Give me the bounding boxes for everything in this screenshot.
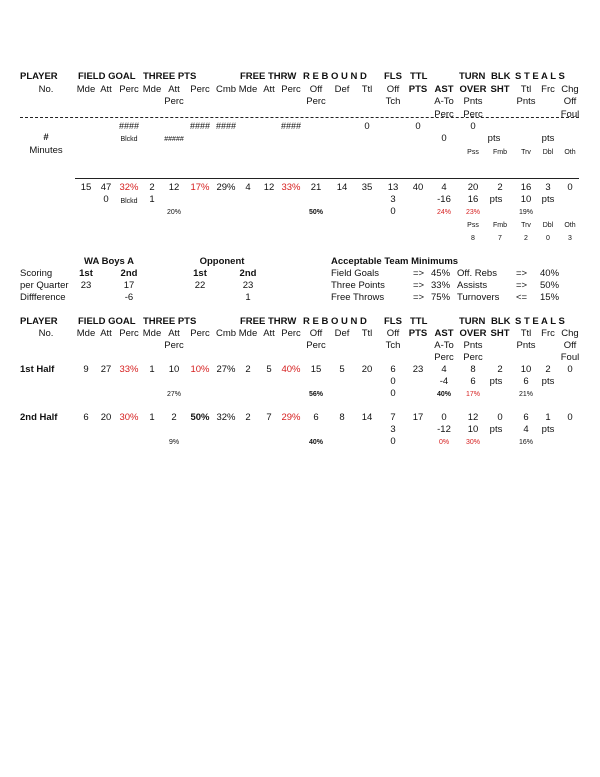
field-goal-heading: FIELD GOAL <box>78 316 136 327</box>
player-heading: PLAYER <box>20 71 58 82</box>
stat-cell: 0 <box>546 235 550 242</box>
ttl-label: Ttl <box>361 84 373 95</box>
arrow-symbol: <= <box>516 292 528 303</box>
turn-heading: TURN <box>459 316 486 327</box>
stat-cell: 4 <box>441 182 447 193</box>
pts-unit: pts <box>487 133 501 144</box>
perc-label: Perc <box>119 328 139 339</box>
stat-cell: 0 <box>567 412 573 423</box>
pts-unit: pts <box>541 194 555 205</box>
mde-label: Mde <box>76 84 96 95</box>
pts-unit: pts <box>541 424 555 435</box>
stat-cell: 10 <box>467 424 479 435</box>
opponent-difference: 1 <box>245 292 251 303</box>
off-label: Off <box>563 340 577 351</box>
free-thrw-heading: FREE THRW <box>240 71 297 82</box>
stat-cell: 12 <box>467 412 479 423</box>
minimum-value: 50% <box>540 280 560 291</box>
stat-cell: 33% <box>281 182 301 193</box>
stat-cell: 10 <box>520 194 532 205</box>
stat-cell: 6 <box>390 364 396 375</box>
mde-label: Mde <box>142 84 162 95</box>
opponent-q2-score: 23 <box>242 280 254 291</box>
stat-cell: 2 <box>545 364 551 375</box>
stat-cell: 10% <box>190 364 210 375</box>
stat-cell: 1 <box>149 364 155 375</box>
stat-cell: 23 <box>412 364 424 375</box>
stat-cell: 6 <box>470 376 476 387</box>
sht-label: SHT <box>490 328 510 339</box>
perc-label: Perc <box>306 96 326 107</box>
stat-cell: 8 <box>471 235 475 242</box>
perc-label: Perc <box>306 340 326 351</box>
oth-label: Oth <box>564 222 576 229</box>
blk-heading: BLK <box>491 71 511 82</box>
stat-cell: 7 <box>266 412 272 423</box>
minimum-label: Assists <box>457 280 488 291</box>
player-heading: PLAYER <box>20 316 58 327</box>
pnts-label: Pnts <box>463 340 483 351</box>
stat-cell: 29% <box>216 182 236 193</box>
stat-cell: 17 <box>412 412 424 423</box>
stat-cell: 35 <box>361 182 373 193</box>
stat-cell: 1 <box>149 412 155 423</box>
stat-cell: -4 <box>439 376 449 387</box>
cmb-label: Cmb <box>215 328 237 339</box>
fls-heading: FLS <box>384 71 402 82</box>
perc-label: Perc <box>281 84 301 95</box>
pnts-label: Pnts <box>463 96 483 107</box>
team-q2-score: 17 <box>123 280 135 291</box>
percent-cell: 16% <box>518 439 534 446</box>
value-cell: 0 <box>364 121 370 132</box>
stat-cell: 21 <box>310 182 322 193</box>
minimum-label: Turnovers <box>457 292 500 303</box>
arrow-symbol: => <box>413 268 425 279</box>
mde-label: Mde <box>76 328 96 339</box>
arrow-symbol: => <box>413 280 425 291</box>
chg-label: Chg <box>561 84 579 95</box>
stat-cell: 12 <box>263 182 275 193</box>
stat-cell: 2 <box>524 235 528 242</box>
stat-cell: 3 <box>545 182 551 193</box>
frc-label: Frc <box>541 328 555 339</box>
team-q1-score: 23 <box>80 280 92 291</box>
minimum-value: 40% <box>540 268 560 279</box>
stat-cell: 50% <box>190 412 210 423</box>
dashed-divider <box>20 117 579 118</box>
att-label: Att <box>100 328 112 339</box>
stat-cell: 17% <box>190 182 210 193</box>
minimum-value: 75% <box>431 292 451 303</box>
dbl-label: Dbl <box>542 149 554 156</box>
minutes-label: Minutes <box>29 145 63 156</box>
stat-cell: -12 <box>437 424 451 435</box>
no-label: No. <box>38 328 54 339</box>
stat-cell: 0 <box>567 364 573 375</box>
ttl-heading: TTL <box>410 316 428 327</box>
three-pts-heading: THREE PTS <box>143 316 197 327</box>
stat-cell: 10 <box>168 364 180 375</box>
arrow-symbol: => <box>516 280 528 291</box>
stat-cell: 29% <box>281 412 301 423</box>
stat-cell: 40% <box>281 364 301 375</box>
stat-cell: 30% <box>119 412 139 423</box>
stat-cell: 4 <box>523 424 529 435</box>
stat-cell: 5 <box>266 364 272 375</box>
perc-label: Perc <box>434 352 454 363</box>
overflow-cell: #### <box>118 121 140 131</box>
stat-cell: 27 <box>100 364 112 375</box>
stat-cell: 0 <box>567 182 573 193</box>
stat-cell: 0 <box>390 436 396 447</box>
ttl-label: Ttl <box>520 328 532 339</box>
totals-divider <box>75 178 579 179</box>
team-name: WA Boys A <box>84 256 134 267</box>
second-quarter-heading: 2nd <box>120 268 138 279</box>
stat-cell: 6 <box>83 412 89 423</box>
stat-cell: 0 <box>390 376 396 387</box>
stat-cell: 8 <box>339 412 345 423</box>
a-to-label: A-To <box>434 96 454 107</box>
stat-cell: 2 <box>497 182 503 193</box>
pts-unit: pts <box>541 133 555 144</box>
stat-cell: 2 <box>149 182 155 193</box>
stat-cell: 16 <box>467 194 479 205</box>
percent-cell: 21% <box>518 391 534 398</box>
cmb-label: Cmb <box>215 84 237 95</box>
percent-cell: 40% <box>436 391 452 398</box>
percent-cell: 30% <box>465 439 481 446</box>
first-half-label: 1st Half <box>20 364 55 375</box>
stat-cell: 5 <box>339 364 345 375</box>
stat-cell: 20 <box>100 412 112 423</box>
steals-heading: S T E A L S <box>515 71 565 82</box>
stat-cell: 2 <box>171 412 177 423</box>
perc-label: Perc <box>190 328 210 339</box>
no-label: No. <box>38 84 54 95</box>
q2-difference: -6 <box>124 292 134 303</box>
stat-cell: 20 <box>361 364 373 375</box>
stat-cell: 4 <box>441 364 447 375</box>
field-goal-heading: FIELD GOAL <box>78 71 136 82</box>
pts-unit: pts <box>541 376 555 387</box>
second-quarter-heading: 2nd <box>239 268 257 279</box>
stat-cell: 15 <box>310 364 322 375</box>
mde-label: Mde <box>238 84 258 95</box>
first-quarter-heading: 1st <box>79 268 93 279</box>
perc-label: Perc <box>164 96 184 107</box>
def-label: Def <box>334 328 350 339</box>
stat-cell: 27% <box>216 364 236 375</box>
stat-cell: 2 <box>245 412 251 423</box>
perc-label: Perc <box>190 84 210 95</box>
att-label: Att <box>263 84 275 95</box>
stat-cell: 33% <box>119 364 139 375</box>
pts-label: PTS <box>408 84 428 95</box>
minimum-value: 15% <box>540 292 560 303</box>
stat-cell: 8 <box>470 364 476 375</box>
arrow-symbol: => <box>516 268 528 279</box>
stat-cell: 7 <box>390 412 396 423</box>
minimum-label: Off. Rebs <box>457 268 497 279</box>
stat-cell: 47 <box>100 182 112 193</box>
off-label: Off <box>309 328 323 339</box>
tch-label: Tch <box>385 96 401 107</box>
stat-cell: 6 <box>313 412 319 423</box>
pss-label: Pss <box>467 149 479 156</box>
value-cell: 0 <box>441 133 447 144</box>
att-label: Att <box>100 84 112 95</box>
off-label: Off <box>386 328 400 339</box>
perc-label: Perc <box>463 109 483 120</box>
percent-cell: 56% <box>308 391 324 398</box>
opponent-q1-score: 22 <box>194 280 206 291</box>
overflow-cell: #### <box>215 121 237 131</box>
foul-label: Foul <box>560 352 580 363</box>
sht-label: SHT <box>490 84 510 95</box>
scoring-label: Scoring <box>20 268 53 279</box>
pss-label: Pss <box>467 222 479 229</box>
steals-heading: S T E A L S <box>515 316 565 327</box>
stat-cell: 10 <box>520 364 532 375</box>
stat-cell: 3 <box>390 194 396 205</box>
off-label: Off <box>386 84 400 95</box>
stat-cell: 32% <box>216 412 236 423</box>
chg-label: Chg <box>561 328 579 339</box>
percent-cell: 24% <box>436 209 452 216</box>
overflow-cell: #### <box>280 121 302 131</box>
pnts-label: Pnts <box>516 340 536 351</box>
minimum-label: Three Points <box>331 280 385 291</box>
blocked-label: Blckd <box>120 136 138 143</box>
rebound-heading: R E B O U N D <box>303 316 367 327</box>
stat-cell: 4 <box>245 182 251 193</box>
stat-cell: 20 <box>467 182 479 193</box>
over-label: OVER <box>459 328 487 339</box>
minimums-title: Acceptable Team Minimums <box>331 256 459 267</box>
perc-label: Perc <box>463 352 483 363</box>
perc-label: Perc <box>119 84 139 95</box>
fmb-label: Fmb <box>493 149 507 156</box>
player-number: # <box>43 132 49 143</box>
stat-cell: 14 <box>361 412 373 423</box>
stat-cell: 32% <box>119 182 139 193</box>
ttl-label: Ttl <box>361 328 373 339</box>
three-pts-heading: THREE PTS <box>143 71 197 82</box>
foul-label: Foul <box>560 109 580 120</box>
dbl-label: Dbl <box>542 222 554 229</box>
free-thrw-heading: FREE THRW <box>240 316 297 327</box>
first-quarter-heading: 1st <box>193 268 207 279</box>
stat-cell: 0 <box>390 388 396 399</box>
stat-cell: 6 <box>523 376 529 387</box>
ttl-label: Ttl <box>520 84 532 95</box>
minimum-value: 45% <box>431 268 451 279</box>
fls-heading: FLS <box>384 316 402 327</box>
second-half-label: 2nd Half <box>20 412 58 423</box>
percent-cell: 0% <box>438 439 450 446</box>
value-cell: 0 <box>470 121 476 132</box>
ast-label: AST <box>434 84 454 95</box>
minimum-label: Field Goals <box>331 268 380 279</box>
stat-cell: 0 <box>390 206 396 217</box>
pts-label: PTS <box>408 328 428 339</box>
att-label: Att <box>263 328 275 339</box>
stat-cell: 15 <box>80 182 92 193</box>
ttl-heading: TTL <box>410 71 428 82</box>
off-label: Off <box>309 84 323 95</box>
stat-cell: 3 <box>390 424 396 435</box>
rebound-heading: R E B O U N D <box>303 71 367 82</box>
difference-label: Diffference <box>20 292 66 303</box>
mde-label: Mde <box>142 328 162 339</box>
trv-label: Trv <box>521 149 531 156</box>
percent-cell: 17% <box>465 391 481 398</box>
trv-label: Trv <box>521 222 531 229</box>
stat-cell: 2 <box>497 364 503 375</box>
percent-cell: 20% <box>166 209 182 216</box>
pnts-label: Pnts <box>516 96 536 107</box>
perc-label: Perc <box>281 328 301 339</box>
a-to-label: A-To <box>434 340 454 351</box>
att-label: Att <box>168 84 180 95</box>
stat-cell: 12 <box>168 182 180 193</box>
arrow-symbol: => <box>413 292 425 303</box>
minimum-value: 33% <box>431 280 451 291</box>
stat-cell: 3 <box>568 235 572 242</box>
perc-label: Perc <box>434 109 454 120</box>
percent-cell: 50% <box>308 209 324 216</box>
overflow-cell: ##### <box>164 136 184 143</box>
stat-cell: 1 <box>149 194 155 205</box>
percent-cell: 27% <box>166 391 182 398</box>
percent-cell: 40% <box>308 439 324 446</box>
stat-cell: 7 <box>498 235 502 242</box>
def-label: Def <box>334 84 350 95</box>
att-label: Att <box>168 328 180 339</box>
ast-label: AST <box>434 328 454 339</box>
oth-label: Oth <box>564 149 576 156</box>
minimum-label: Free Throws <box>331 292 385 303</box>
stat-cell: 0 <box>497 412 503 423</box>
off-label: Off <box>563 96 577 107</box>
frc-label: Frc <box>541 84 555 95</box>
stat-cell: 9 <box>83 364 89 375</box>
stat-cell: 14 <box>336 182 348 193</box>
turn-heading: TURN <box>459 71 486 82</box>
pts-unit: pts <box>489 194 503 205</box>
perc-label: Perc <box>164 340 184 351</box>
fmb-label: Fmb <box>493 222 507 229</box>
percent-cell: 23% <box>465 209 481 216</box>
blk-heading: BLK <box>491 316 511 327</box>
stat-cell: 0 <box>441 412 447 423</box>
blocked-label: Blckd <box>120 198 138 205</box>
stat-cell: 2 <box>245 364 251 375</box>
percent-cell: 19% <box>518 209 534 216</box>
tch-label: Tch <box>385 340 401 351</box>
pts-unit: pts <box>489 424 503 435</box>
overflow-cell: #### <box>189 121 211 131</box>
over-label: OVER <box>459 84 487 95</box>
stat-cell: 13 <box>387 182 399 193</box>
stat-cell: 1 <box>545 412 551 423</box>
value-cell: 0 <box>415 121 421 132</box>
stat-cell: -16 <box>437 194 451 205</box>
mde-label: Mde <box>238 328 258 339</box>
opponent-name: Opponent <box>199 256 245 267</box>
stat-cell: 16 <box>520 182 532 193</box>
stat-cell: 6 <box>523 412 529 423</box>
stat-cell: 40 <box>412 182 424 193</box>
pts-unit: pts <box>489 376 503 387</box>
per-quarter-label: per Quarter <box>20 280 69 291</box>
stat-cell: 0 <box>103 194 109 205</box>
percent-cell: 9% <box>168 439 180 446</box>
